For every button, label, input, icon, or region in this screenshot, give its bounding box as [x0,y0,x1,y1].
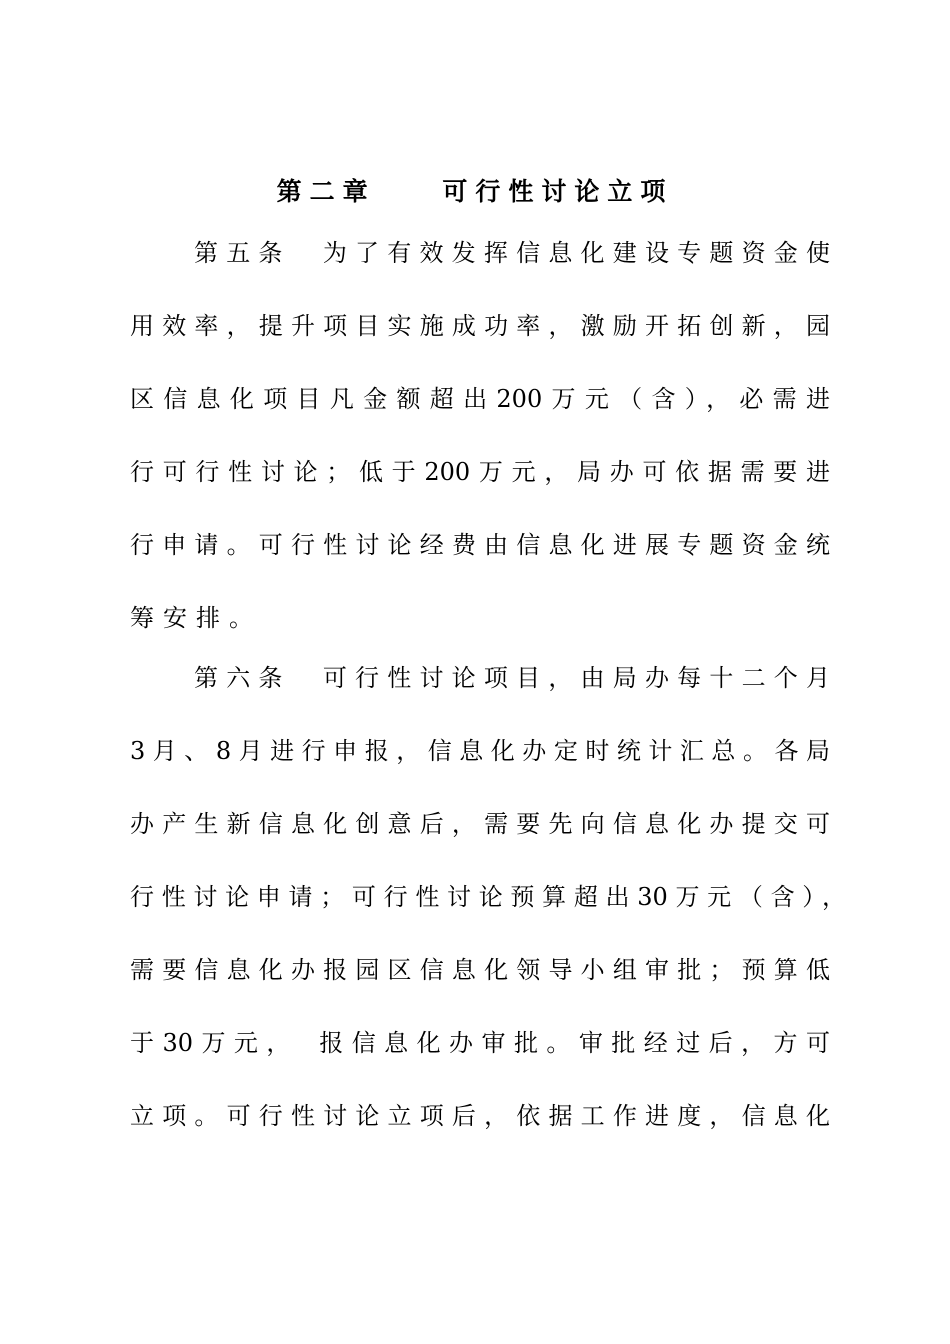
paragraph-line: 办产生新信息化创意后，需要先向信息化办提交可 [130,810,830,838]
paragraph-line: 区信息化项目凡金额超出200万元（含），必需进 [130,385,830,413]
paragraph-line: 行可行性讨论；低于200万元，局办可依据需要进 [130,458,830,486]
chapter-title: 第二章 可行性讨论立项 [276,177,674,206]
paragraph-line: 筹安排。 [130,604,262,632]
paragraph-line: 第六条 可行性讨论项目，由局办每十二个月 [194,664,830,692]
paragraph-line: 行申请。可行性讨论经费由信息化进展专题资金统 [130,531,830,559]
paragraph-line: 用效率，提升项目实施成功率，激励开拓创新，园 [130,312,830,340]
paragraph-line: 行性讨论申请；可行性讨论预算超出30万元（含）， [130,883,846,911]
paragraph-line: 需要信息化办报园区信息化领导小组审批；预算低 [130,956,830,984]
paragraph-line: 于30万元， 报信息化办审批。审批经过后，方可 [130,1029,830,1057]
paragraph-line: 第五条 为了有效发挥信息化建设专题资金使 [194,239,830,267]
paragraph-line: 立项。可行性讨论立项后，依据工作进度，信息化 [130,1102,830,1130]
paragraph-line: 3月、8月进行申报，信息化办定时统计汇总。各局 [130,737,830,765]
